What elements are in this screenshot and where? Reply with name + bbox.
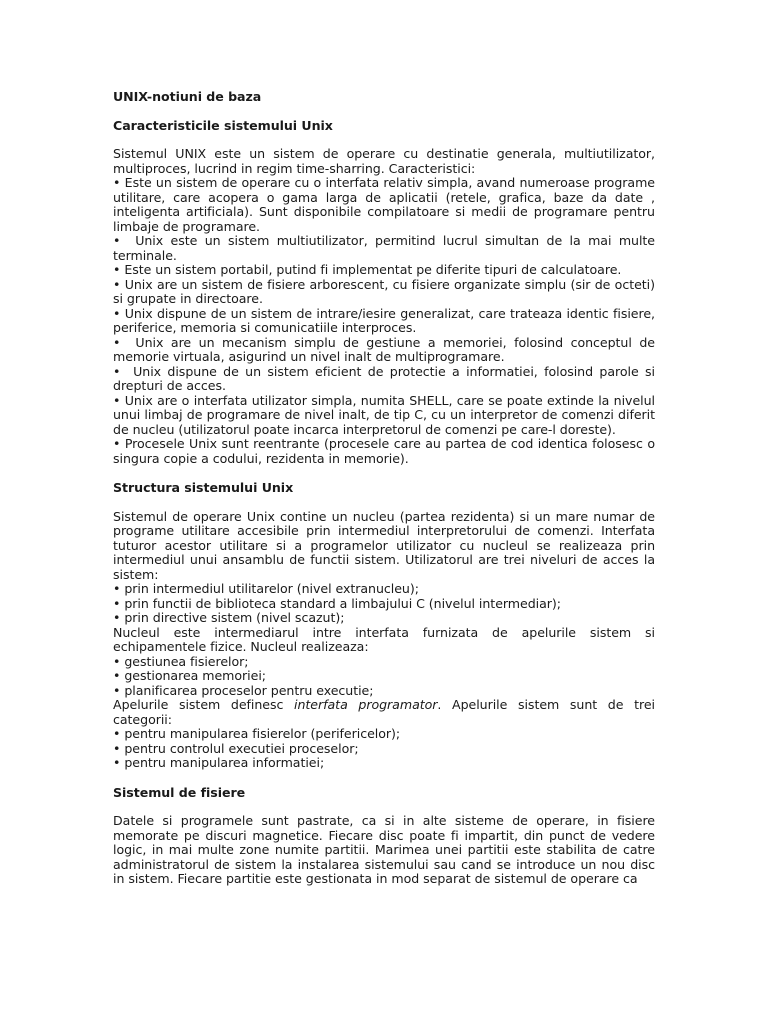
paragraph: Nucleul este intermediarul intre interfata furnizata de apelurile sistem si echipamentele fizice. Nucleul realizeaza: [113, 624, 655, 654]
section-heading: Caracteristicile sistemului Unix [113, 117, 333, 133]
document-body [113, 90, 655, 902]
bullet-list [113, 176, 655, 466]
list-item: • Este un sistem de operare cu o interfata relativ simpla, avand numeroase programe utilitare, care acopera o gama larga de aplicatii (retele, grafica, baze da date , inteligenta artificiala). Sunt disponibile compilatoare si medii de programare pentru limbaje de programare. [113, 176, 655, 234]
list-item: • gestionarea memoriei; [113, 669, 655, 684]
document-title: UNIX-notiuni de baza [113, 89, 262, 104]
text-run: . Apelurile sistem sunt de trei categorii: [113, 697, 655, 727]
list-item: • Unix dispune de un sistem eficient de protectie a informatiei, folosind parole si drepturi de acces. [113, 365, 655, 394]
bullet-list [113, 655, 655, 699]
list-item: • Este un sistem portabil, putind fi implementat pe diferite tipuri de calculatoare. [113, 263, 655, 278]
emphasis-text: interfata programator [294, 697, 438, 712]
section-structure [113, 481, 655, 771]
section-characteristics [113, 119, 655, 467]
list-item: • prin functii de biblioteca standard a limbajului C (nivelul intermediar); [113, 597, 655, 612]
section-heading: Sistemul de fisiere [113, 784, 246, 800]
list-item: • gestiunea fisierelor; [113, 655, 655, 670]
list-item: • prin intermediul utilitarelor (nivel extranucleu); [113, 582, 655, 597]
list-item: • pentru manipularea informatiei; [113, 756, 655, 771]
list-item: • Unix are o interfata utilizator simpla, numita SHELL, care se poate extinde la nivelul unui limbaj de programare de nivel inalt, de tip C, cu un interpretor de comenzi diferit de nucleu (utilizatorul poate incarca interpretorul de comenzi pe care-l doreste). [113, 394, 655, 438]
paragraph [113, 698, 655, 727]
list-item: • planificarea proceselor pentru executie; [113, 684, 655, 699]
list-item: • Unix este un sistem multiutilizator, permitind lucrul simultan de la mai multe terminale. [113, 234, 655, 263]
bullet-list [113, 582, 655, 626]
paragraph: Sistemul UNIX este un sistem de operare cu destinatie generala, multiutilizator, multiproces, lucrind in regim time-sharring. Caracteristici: [113, 146, 655, 176]
bullet-list [113, 727, 655, 771]
list-item: • Unix dispune de un sistem de intrare/iesire generalizat, care trateaza identic fisiere, periferice, memoria si comunicatiile interproces. [113, 307, 655, 336]
list-item: • prin directive sistem (nivel scazut); [113, 611, 655, 626]
list-item: • pentru manipularea fisierelor (perifericelor); [113, 727, 655, 742]
text-run: Apelurile sistem definesc [113, 697, 295, 712]
paragraph: Sistemul de operare Unix contine un nucleu (partea rezidenta) si un mare numar de programe utilitare accesibile prin intermediul interpretorului de comenzi. Interfata tuturor acestor utilitare si a programelor utilizator cu nucleul se realizeaza prin intermediul unui ansamblu de functii sistem. Utilizatorul are trei niveluri de acces la sistem: [113, 508, 655, 582]
list-item: • Procesele Unix sunt reentrante (procesele care au partea de cod identica folosesc o singura copie a codului, rezidenta in memorie). [113, 437, 655, 466]
list-item: • pentru controlul executiei proceselor; [113, 742, 655, 757]
list-item: • Unix are un sistem de fisiere arborescent, cu fisiere organizate simplu (sir de octeti) si grupate in directoare. [113, 278, 655, 307]
section-heading: Structura sistemului Unix [113, 480, 294, 495]
section-filesystem [113, 786, 655, 887]
paragraph: Datele si programele sunt pastrate, ca si in alte sisteme de operare, in fisiere memorate pe discuri magnetice. Fiecare disc poate fi impartit, din punct de vedere logic, in mai multe zone numite partitii. Marimea unei partitii este stabilita de catre administratorul de sistem la instalarea sistemului sau cand se introduce un nou disc in sistem. Fiecare partitie este gestionata in mod separat de sistemul de operare ca [113, 813, 655, 886]
list-item: • Unix are un mecanism simplu de gestiune a memoriei, folosind conceptul de memorie virtuala, asigurind un nivel inalt de multiprogramare. [113, 336, 655, 365]
